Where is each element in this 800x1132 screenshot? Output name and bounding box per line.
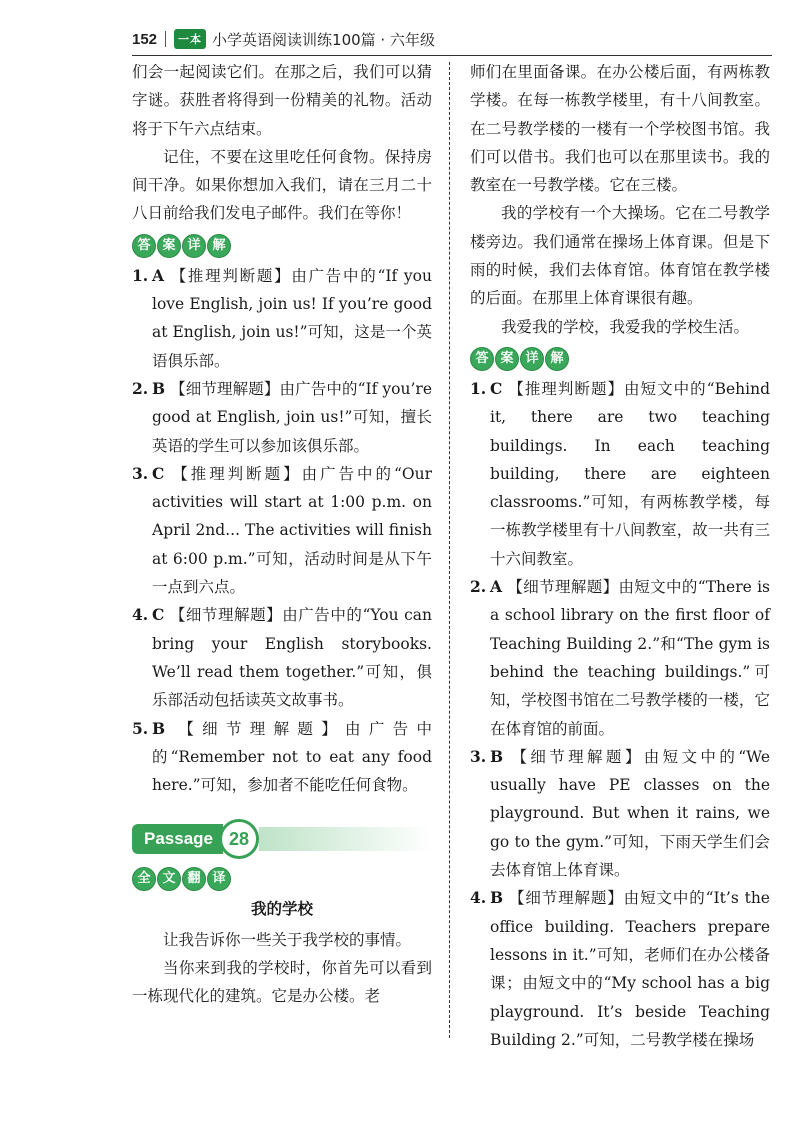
tag-char: 全: [132, 867, 156, 891]
tag-char: 文: [157, 867, 181, 891]
right-column: [470, 58, 770, 1054]
tag-char: 译: [207, 867, 231, 891]
answer-letter: A: [152, 265, 165, 285]
answer-number: 4.: [470, 888, 487, 908]
passage-number: 28: [219, 819, 259, 859]
answer-item: [470, 884, 770, 1054]
answer-letter: B: [152, 378, 166, 398]
paragraph: 当你来到我的学校时，你首先可以看到一栋现代化的建筑。它是办公楼。老: [132, 959, 432, 1006]
paragraph: 记住，不要在这里吃任何食物。保持房间干净。如果你想加入我们，请在三月二十八日前给我们发电子邮件。我们在等你！: [132, 147, 432, 223]
answer-detail-tag: [132, 234, 432, 258]
page-header: [132, 24, 732, 54]
answer-number: 2.: [470, 577, 487, 597]
answer-letter: B: [490, 746, 504, 766]
passage-banner: [132, 819, 432, 859]
answer-number: 5.: [132, 718, 149, 738]
answer-number: 3.: [470, 746, 487, 766]
answer-letter: B: [490, 888, 504, 908]
answer-item: [470, 573, 770, 743]
answer-letter: C: [152, 463, 165, 483]
paragraph: 我爱我的学校，我爱我的学校生活。: [501, 317, 750, 336]
answer-item: [132, 460, 432, 601]
answer-text: 【细节理解题】由短文中的“It’s the office building. Teachers prepare lessons in it.”可知，老师们在办公楼备课；由短文中的“My school has a big playground. It’s beside Teaching Building 2.”可知，二号教学楼在操场: [490, 889, 770, 1049]
tag-char: 案: [495, 347, 519, 371]
tag-char: 答: [470, 347, 494, 371]
paragraph: 师们在里面备课。在办公楼后面，有两栋教学楼。在每一栋教学楼里，有十八间教室。在二号教学楼的一楼有一个学校图书馆。我们可以借书。我们也可以在那里读书。我的教室在一号教学楼。它在三楼。: [470, 63, 770, 195]
answer-letter: C: [152, 605, 165, 625]
answer-item: [132, 375, 432, 460]
tag-char: 翻: [182, 867, 206, 891]
tag-char: 解: [545, 347, 569, 371]
answer-item: [132, 262, 432, 375]
answer-text: 【推理判断题】由短文中的“Behind it, there are two teaching buildings. In each teaching building, there are eighteen classrooms.”可知，有两栋教学楼，每一栋教学楼里有十八间教室，故一共有三十六间教室。: [490, 379, 770, 568]
answer-text: 【细节理解题】由广告中的“You can bring your English storybooks. We’ll read them together.”可知，俱乐部活动包括读英文故事书。: [152, 606, 432, 710]
tag-char: 案: [157, 234, 181, 258]
answer-number: 1.: [470, 378, 487, 398]
answer-letter: C: [490, 378, 503, 398]
answer-text: 【细节理解题】由广告中的“If you’re good at English, join us!”可知，擅长英语的学生可以参加该俱乐部。: [152, 379, 432, 455]
answer-text: 【细节理解题】由广告中的“Remember not to eat any food here.”可知，参加者不能吃任何食物。: [152, 719, 432, 795]
answer-item: [470, 375, 770, 573]
answer-item: [132, 715, 432, 800]
answer-text: 【推理判断题】由广告中的“Our activities will start at 1:00 p.m. on April 2nd... The activities will finish at 6:00 p.m.”可知，活动时间是从下午一点到六点。: [152, 464, 432, 597]
paragraph: 让我告诉你一些关于我学校的事情。: [163, 930, 412, 949]
tag-char: 解: [207, 234, 231, 258]
answer-number: 1.: [132, 265, 149, 285]
paragraph: 我的学校有一个大操场。它在二号教学楼旁边。我们通常在操场上体育课。但是下雨的时候，我们去体育馆。体育馆在教学楼的后面。在那里上体育课很有趣。: [470, 204, 770, 308]
header-rule: [132, 55, 772, 56]
passage-label: Passage: [132, 824, 223, 854]
page-number: 152: [132, 30, 158, 48]
full-translation-tag: [132, 867, 432, 891]
answer-letter: A: [490, 577, 503, 597]
answer-item: [470, 743, 770, 884]
answer-number: 4.: [132, 605, 149, 625]
answer-letter: B: [152, 718, 166, 738]
tag-char: 答: [132, 234, 156, 258]
left-column: [132, 58, 432, 1011]
column-divider: [449, 62, 450, 1038]
answer-text: 【细节理解题】由短文中的“There is a school library on the first floor of Teaching Building 2.”和“The gym is behind the teaching buildings.”可知，学校图书馆在二号教学楼的一楼，它在体育馆的前面。: [490, 578, 771, 738]
tag-char: 详: [520, 347, 544, 371]
answer-text: 【推理判断题】由广告中的“If you love English, join us! If you’re good at English, join us!”可知，这是一个英语俱乐部。: [152, 266, 432, 370]
answer-number: 3.: [132, 463, 149, 483]
passage-banner-fade: [259, 827, 432, 851]
tag-char: 详: [182, 234, 206, 258]
paragraph: 们会一起阅读它们。在那之后，我们可以猜字谜。获胜者将得到一份精美的礼物。活动将于下午六点结束。: [132, 63, 432, 138]
answer-item: [132, 601, 432, 714]
book-title: 小学英语阅读训练100篇 · 六年级: [212, 30, 435, 49]
answer-text: 【细节理解题】由短文中的“We usually have PE classes on the playground. But when it rains, we go to the gym.”可知，下雨天学生们会去体育馆上体育课。: [490, 747, 770, 880]
answer-detail-tag: [470, 347, 770, 371]
book-logo: 一本: [174, 29, 206, 49]
answer-number: 2.: [132, 378, 149, 398]
translation-title: 我的学校: [250, 899, 313, 919]
header-separator: [165, 31, 166, 47]
